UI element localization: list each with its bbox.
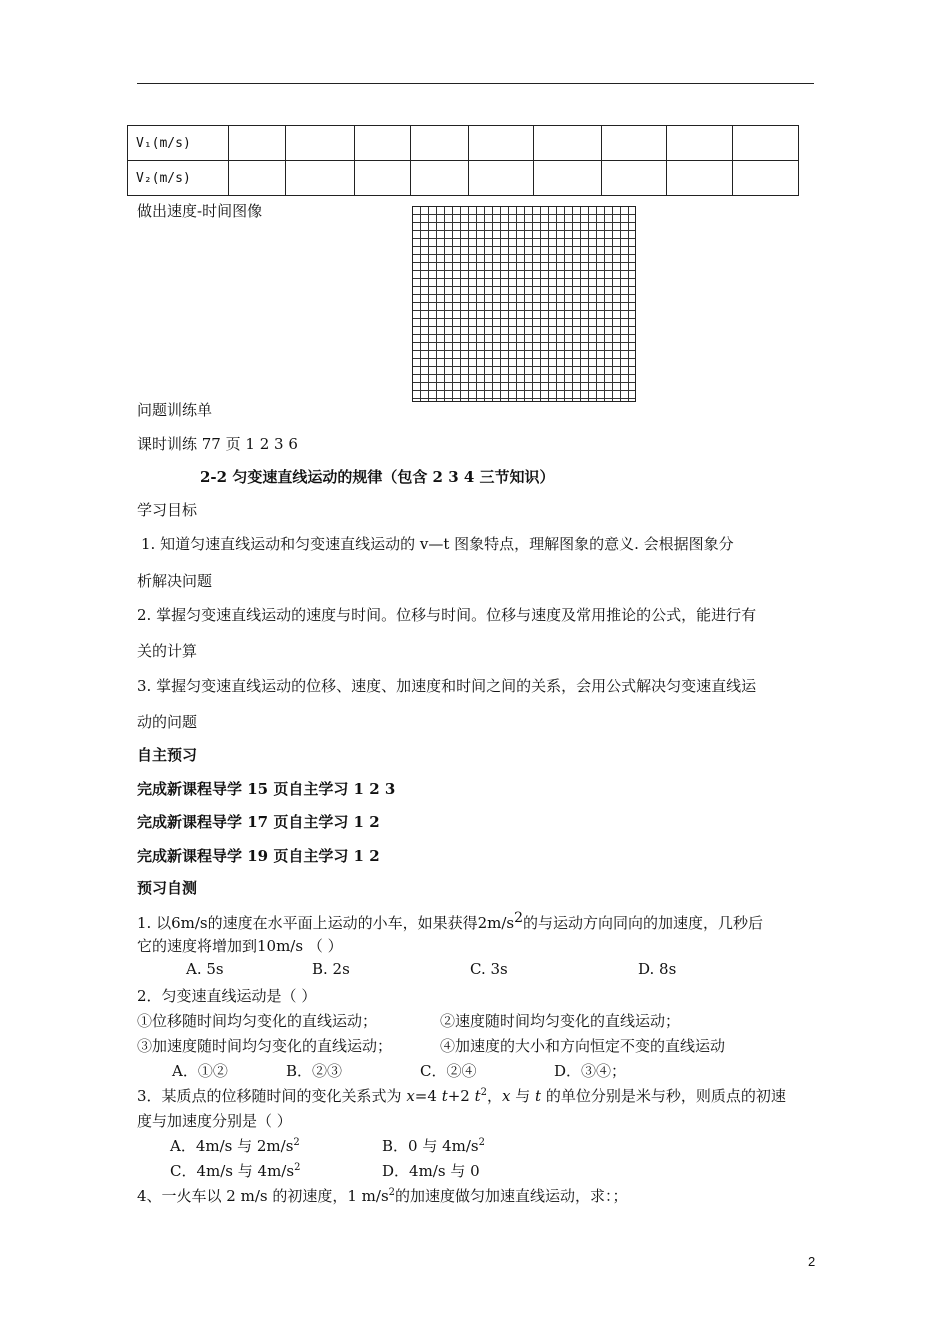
question-3-text: 的单位分别是米与秒，则质点的初速 (541, 1087, 786, 1105)
question-4-line (137, 1185, 628, 1206)
question-1-line-2: 它的速度将增加到10m/s （ ） (137, 937, 343, 955)
table-cell (534, 126, 602, 161)
table-cell-label: V₁(m/s) (128, 126, 229, 161)
question-4-text: 4、一火车以 2 m/s 的初速度，1 m/s (137, 1187, 389, 1205)
table-cell (733, 161, 799, 196)
formula-t: t (441, 1087, 448, 1105)
table-cell (229, 126, 286, 161)
table-cell (733, 126, 799, 161)
table-cell-label: V₂(m/s) (128, 161, 229, 196)
objective-3-line-1: 3. 掌握匀变速直线运动的位移、速度、加速度和时间之间的关系，会用公式解决匀变速直线运 (137, 677, 757, 695)
table-cell (355, 126, 411, 161)
task-line: 完成新课程导学 15 页自主学习 1 2 3 (137, 780, 396, 798)
table-cell (355, 161, 411, 196)
question-2-statement-1: ①位移随时间均匀变化的直线运动； (137, 1012, 378, 1030)
task-line: 完成新课程导学 19 页自主学习 1 2 (137, 847, 380, 865)
question-2-statement-3: ③加速度随时间均匀变化的直线运动； (137, 1037, 393, 1055)
formula-part: +2 (447, 1087, 475, 1105)
objective-2-line-1: 2. 掌握匀变速直线运动的速度与时间。位移与时间。位移与速度及常用推论的公式，能进行有 (137, 606, 757, 624)
question-1-superscript: 2 (514, 910, 524, 926)
variable-t: t (535, 1087, 542, 1105)
table-cell (602, 161, 667, 196)
objective-2-line-2: 关的计算 (137, 642, 198, 660)
question-2-statement-2: ②速度随时间均匀变化的直线运动； (440, 1012, 681, 1030)
question-3-option-d: D．4m/s 与 0 (382, 1162, 480, 1180)
velocity-table (127, 125, 799, 196)
question-2-option-c: C．②④ (420, 1062, 477, 1080)
table-cell (469, 126, 534, 161)
table-cell (534, 161, 602, 196)
formula-t: t (474, 1087, 481, 1105)
question-1-option-d: D. 8s (638, 960, 677, 978)
question-4-superscript: 2 (388, 1187, 396, 1198)
table-cell (286, 126, 355, 161)
table-cell (229, 161, 286, 196)
table-cell (667, 161, 733, 196)
header-rule (137, 83, 814, 84)
question-3-option-a (170, 1135, 300, 1156)
option-text: B．0 与 4m/s (382, 1137, 479, 1155)
question-1-option-a: A. 5s (186, 960, 224, 978)
objective-3-line-2: 动的问题 (137, 713, 198, 731)
question-1-line-1 (137, 910, 763, 933)
table-row (128, 161, 799, 196)
question-3-line-1 (137, 1085, 786, 1106)
self-test-heading: 预习自测 (137, 879, 198, 897)
question-2-statement-4: ④加速度的大小和方向恒定不变的直线运动 (440, 1037, 726, 1055)
question-2-option-a: A．①② (172, 1062, 228, 1080)
variable-x: x (502, 1087, 511, 1105)
option-superscript: 2 (294, 1162, 301, 1173)
self-study-heading: 自主预习 (137, 746, 198, 764)
class-training-line: 课时训练 77 页 1 2 3 6 (137, 435, 298, 453)
question-4-text: 的加速度做匀加速直线运动，求：； (395, 1187, 628, 1205)
objective-1-line-1: 1. 知道匀速直线运动和匀变速直线运动的 v—t 图象特点，理解图象的意义. 会根据图象分 (141, 535, 734, 553)
question-2-option-d: D．③④； (554, 1062, 627, 1080)
question-2-stem: 2．匀变速直线运动是（ ） (137, 987, 317, 1005)
table-cell (411, 126, 469, 161)
graph-paper-grid (412, 206, 636, 402)
page-number: 2 (808, 1254, 816, 1269)
table-row (128, 126, 799, 161)
section-title: 2-2 匀变速直线运动的规律（包含 2 3 4 三节知识） (200, 468, 555, 486)
table-cell (667, 126, 733, 161)
option-text: A．4m/s 与 2m/s (170, 1137, 294, 1155)
question-3-option-b (382, 1135, 485, 1156)
option-superscript: 2 (478, 1137, 485, 1148)
question-2-option-b: B．②③ (286, 1062, 343, 1080)
question-3-line-2: 度与加速度分别是（ ） (137, 1112, 292, 1130)
formula-part: =4 (414, 1087, 442, 1105)
question-1-option-c: C. 3s (470, 960, 508, 978)
table-cell (286, 161, 355, 196)
graph-caption: 做出速度-时间图像 (137, 202, 263, 220)
table-cell (469, 161, 534, 196)
objective-1-line-2: 析解决问题 (137, 572, 213, 590)
question-1-text-b: 的与运动方向同向的加速度，几秒后 (523, 914, 764, 932)
objectives-heading: 学习目标 (137, 501, 198, 519)
question-1-text-a: 1. 以6m/s的速度在水平面上运动的小车，如果获得2m/s (137, 914, 515, 932)
formula-superscript: 2 (480, 1087, 488, 1098)
task-line: 完成新课程导学 17 页自主学习 1 2 (137, 813, 380, 831)
question-3-option-c (170, 1160, 300, 1181)
option-text: C．4m/s 与 4m/s (170, 1162, 295, 1180)
option-superscript: 2 (293, 1137, 300, 1148)
question-3-text: 与 (510, 1087, 536, 1105)
table-cell (411, 161, 469, 196)
question-3-text: ， (487, 1087, 503, 1105)
formula-x: x (406, 1087, 415, 1105)
problem-sheet-label: 问题训练单 (137, 401, 213, 419)
question-1-option-b: B. 2s (312, 960, 350, 978)
question-3-text: 3．某质点的位移随时间的变化关系式为 (137, 1087, 407, 1105)
table-cell (602, 126, 667, 161)
